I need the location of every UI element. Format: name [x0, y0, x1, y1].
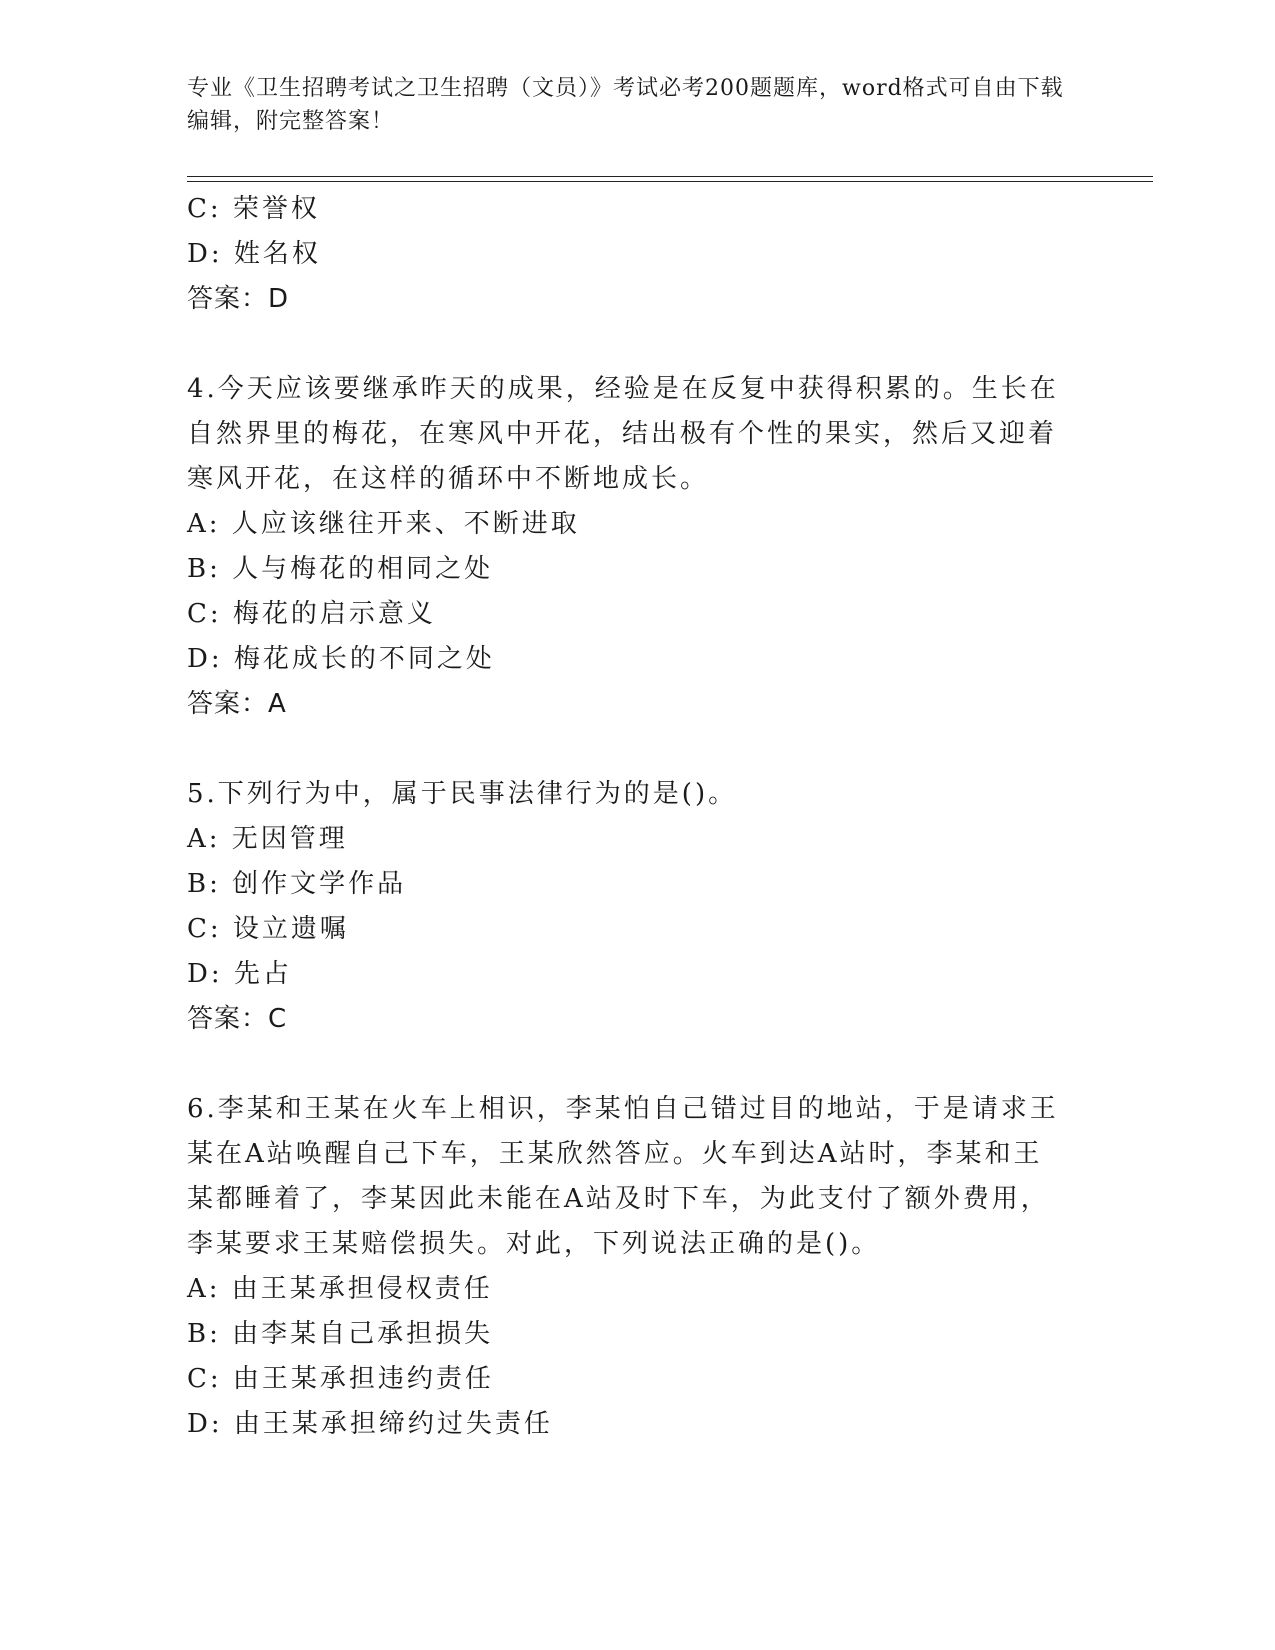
q4-stem-line-2: 自然界里的梅花，在寒风中开花，结出极有个性的果实，然后又迎着 [187, 419, 1058, 449]
q5-option-a: A: 无因管理 [187, 824, 348, 854]
q4-option-a: A: 人应该继往开来、不断进取 [187, 509, 580, 539]
q5-option-d: D: 先占 [187, 959, 292, 989]
q4-stem-line-3: 寒风开花，在这样的循环中不断地成长。 [187, 464, 710, 494]
q5-stem: 5.下列行为中，属于民事法律行为的是()。 [187, 779, 738, 809]
q6-option-b: B: 由李某自己承担损失 [187, 1319, 494, 1349]
q3-option-d: D: 姓名权 [187, 239, 321, 269]
q4-stem-line-1: 4.今天应该要继承昨天的成果，经验是在反复中获得积累的。生长在 [187, 374, 1059, 404]
q4-option-d: D: 梅花成长的不同之处 [187, 644, 495, 674]
q4-option-c: C: 梅花的启示意义 [187, 599, 436, 629]
q6-stem-line-1: 6.李某和王某在火车上相识，李某怕自己错过目的地站，于是请求王 [187, 1094, 1059, 1124]
q6-stem-line-4: 李某要求王某赔偿损失。对此，下列说法正确的是()。 [187, 1229, 881, 1259]
q5-answer: 答案：C [187, 1004, 288, 1034]
q6-option-a: A: 由王某承担侵权责任 [187, 1274, 493, 1304]
q6-option-d: D: 由王某承担缔约过失责任 [187, 1409, 553, 1439]
q3-answer: 答案：D [187, 284, 290, 314]
q5-option-c: C: 设立遗嘱 [187, 914, 349, 944]
header-divider-bottom [187, 181, 1153, 182]
header-divider-top [187, 176, 1153, 177]
page-header: 专业《卫生招聘考试之卫生招聘（文员）》考试必考200题题库，word格式可自由下载编辑，附完整答案！ [187, 76, 1064, 134]
q6-stem-line-3: 某都睡着了，李某因此未能在A站及时下车，为此支付了额外费用， [187, 1184, 1050, 1214]
q3-option-c: C: 荣誉权 [187, 194, 320, 224]
q4-option-b: B: 人与梅花的相同之处 [187, 554, 494, 584]
q6-stem-line-2: 某在A站唤醒自己下车，王某欣然答应。火车到达A站时，李某和王 [187, 1139, 1043, 1169]
q4-answer: 答案：A [187, 689, 287, 719]
q6-option-c: C: 由王某承担违约责任 [187, 1364, 494, 1394]
q5-option-b: B: 创作文学作品 [187, 869, 407, 899]
